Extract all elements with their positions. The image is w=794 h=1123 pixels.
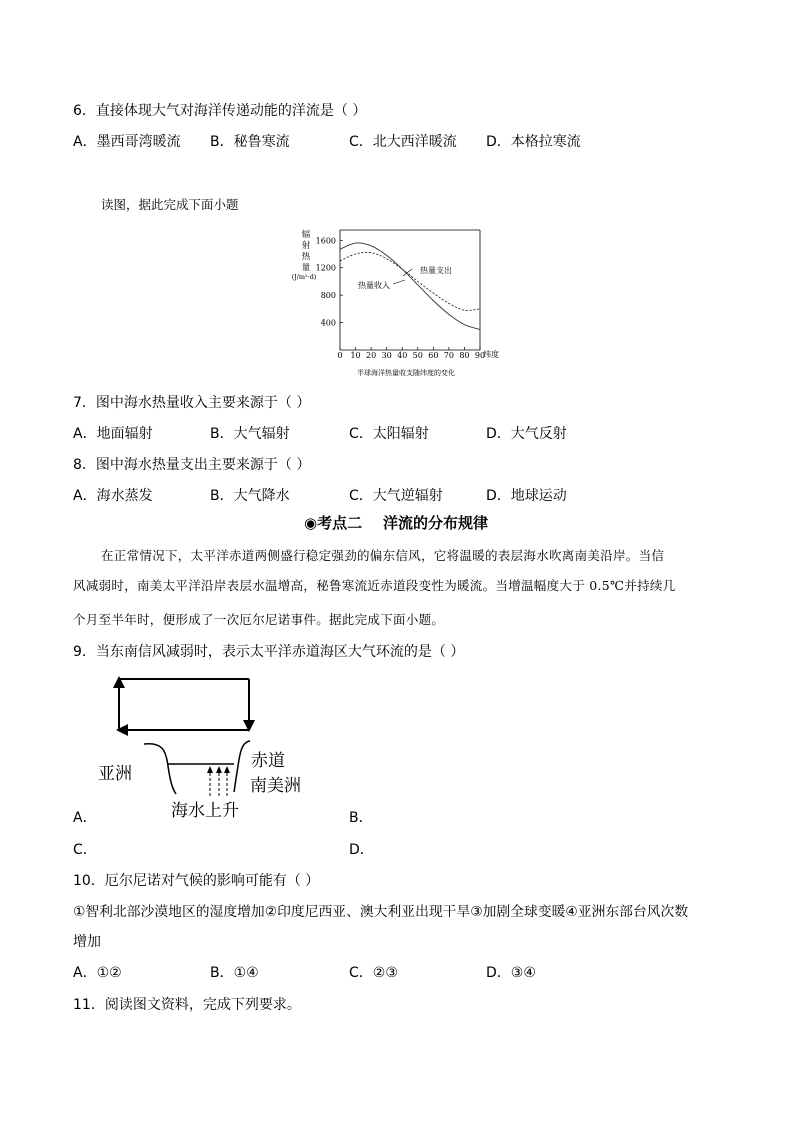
q6-option-c: C．北大西洋暖流 <box>349 134 457 150</box>
passage-line-3: 个月至半年时，便形成了一次厄尔尼诺事件。据此完成下面小题。 <box>73 612 445 627</box>
q6-option-d: D．本格拉寒流 <box>486 134 581 150</box>
expense-label-leader <box>403 269 412 276</box>
y-tick-label: 1600 <box>315 236 336 246</box>
q7-option-b: B．大气辐射 <box>210 426 290 442</box>
ylabel-char-1: 辐 <box>301 230 311 240</box>
passage-line-2: 风减弱时，南美太平洋沿岸表层水温增高，秘鲁寒流近赤道段变性为暖流。当增温幅度大于 0.5℃并持续几 <box>73 578 676 593</box>
x-tick-label: 30 <box>381 351 392 360</box>
q7-option-c: C．太阳辐射 <box>349 426 429 442</box>
x-tick-label: 90 <box>474 351 486 360</box>
section-title: 考点二 洋流的分布规律 <box>317 514 488 532</box>
south-america-coast-line <box>234 741 250 792</box>
q7-stem: 7．图中海水热量收入主要来源于（ ） <box>73 395 311 411</box>
label-equator: 赤道 <box>251 751 285 771</box>
asia-coast-line <box>144 744 176 794</box>
q6-option-a: A．墨西哥湾暖流 <box>73 134 181 150</box>
q10-option-d: D．③④ <box>486 965 536 981</box>
label-south-america: 南美洲 <box>250 776 301 796</box>
ylabel-char-4: 量 <box>301 263 311 273</box>
income-label-leader <box>393 280 405 284</box>
q10-stem: 10．厄尔尼诺对气候的影响可能有（ ） <box>73 873 320 889</box>
q10-option-c: C．②③ <box>349 965 398 981</box>
ylabel-char-2: 射 <box>301 241 311 251</box>
q10-option-b: B．①④ <box>210 965 259 981</box>
x-tick-label: 60 <box>428 351 439 360</box>
upwelling-arrowhead-2 <box>216 766 222 773</box>
q10-statements-line-1: ①智利北部沙漠地区的湿度增加②印度尼西亚、澳大利亚出现干旱③加剧全球变暖④亚洲东部台风次数 <box>73 904 689 920</box>
x-tick-label: 10 <box>350 351 361 360</box>
q8-stem: 8．图中海水热量支出主要来源于（ ） <box>73 457 311 473</box>
x-tick-label: 70 <box>443 351 454 360</box>
x-tick-label: 50 <box>412 351 423 360</box>
y-tick-label: 1200 <box>315 263 336 273</box>
q9-option-d: D． <box>349 842 374 858</box>
walker-circulation-diagram <box>92 670 312 828</box>
q9-option-c: C． <box>73 842 97 858</box>
section-mark-icon: ◉ <box>304 514 318 532</box>
q10-statements-line-2: 增加 <box>73 934 101 950</box>
x-tick-label: 20 <box>366 351 377 360</box>
y-tick-label: 800 <box>320 291 336 301</box>
q9-option-a: A． <box>73 810 97 826</box>
label-upwelling: 海水上升 <box>171 801 239 821</box>
q8-option-d: D．地球运动 <box>486 488 567 504</box>
upwelling-arrowhead-3 <box>224 766 230 773</box>
q7-option-d: D．大气反射 <box>486 426 567 442</box>
section-heading <box>304 512 488 533</box>
q9-stem: 9．当东南信风减弱时，表示太平洋赤道海区大气环流的是（ ） <box>73 644 465 660</box>
upwelling-arrows <box>210 772 227 796</box>
heat-budget-chart <box>282 222 514 382</box>
x-tick-label: 40 <box>397 351 408 360</box>
q8-option-b: B．大气降水 <box>210 488 290 504</box>
label-asia: 亚洲 <box>98 764 132 784</box>
ylabel-unit: (J/m²·d) <box>291 273 317 281</box>
upwelling-arrowhead-1 <box>207 766 213 773</box>
y-tick-label: 400 <box>320 318 336 328</box>
x-tick-label: 0 <box>337 351 343 360</box>
passage-line-1: 在正常情况下，太平洋赤道两侧盛行稳定强劲的偏东信风，它将温暖的表层海水吹离南美沿岸。当信 <box>101 548 665 563</box>
q8-option-c: C．大气逆辐射 <box>349 488 443 504</box>
x-tick-label: 80 <box>459 351 470 360</box>
q6-option-b: B．秘鲁寒流 <box>210 134 290 150</box>
q7-option-a: A．地面辐射 <box>73 426 153 442</box>
q6-stem: 6．直接体现大气对海洋传递动能的洋流是（ ） <box>73 103 367 119</box>
q8-option-a: A．海水蒸发 <box>73 488 153 504</box>
q9-option-b: B． <box>349 810 373 826</box>
chart-title: 半球海洋热量收支随纬度的变化 <box>357 369 455 377</box>
q11-stem: 11．阅读图文资料，完成下列要求。 <box>73 997 301 1013</box>
q10-option-a: A．①② <box>73 965 122 981</box>
series-label-expense: 热量支出 <box>420 266 452 275</box>
series-label-income: 热量收入 <box>358 281 390 290</box>
reading-prompt: 读图，据此完成下面小题 <box>101 197 239 212</box>
x-axis-label: 纬度 <box>483 350 499 359</box>
ascend-arrowhead <box>113 676 125 688</box>
ylabel-char-3: 热 <box>301 252 311 262</box>
westward-arrowhead <box>116 724 128 736</box>
